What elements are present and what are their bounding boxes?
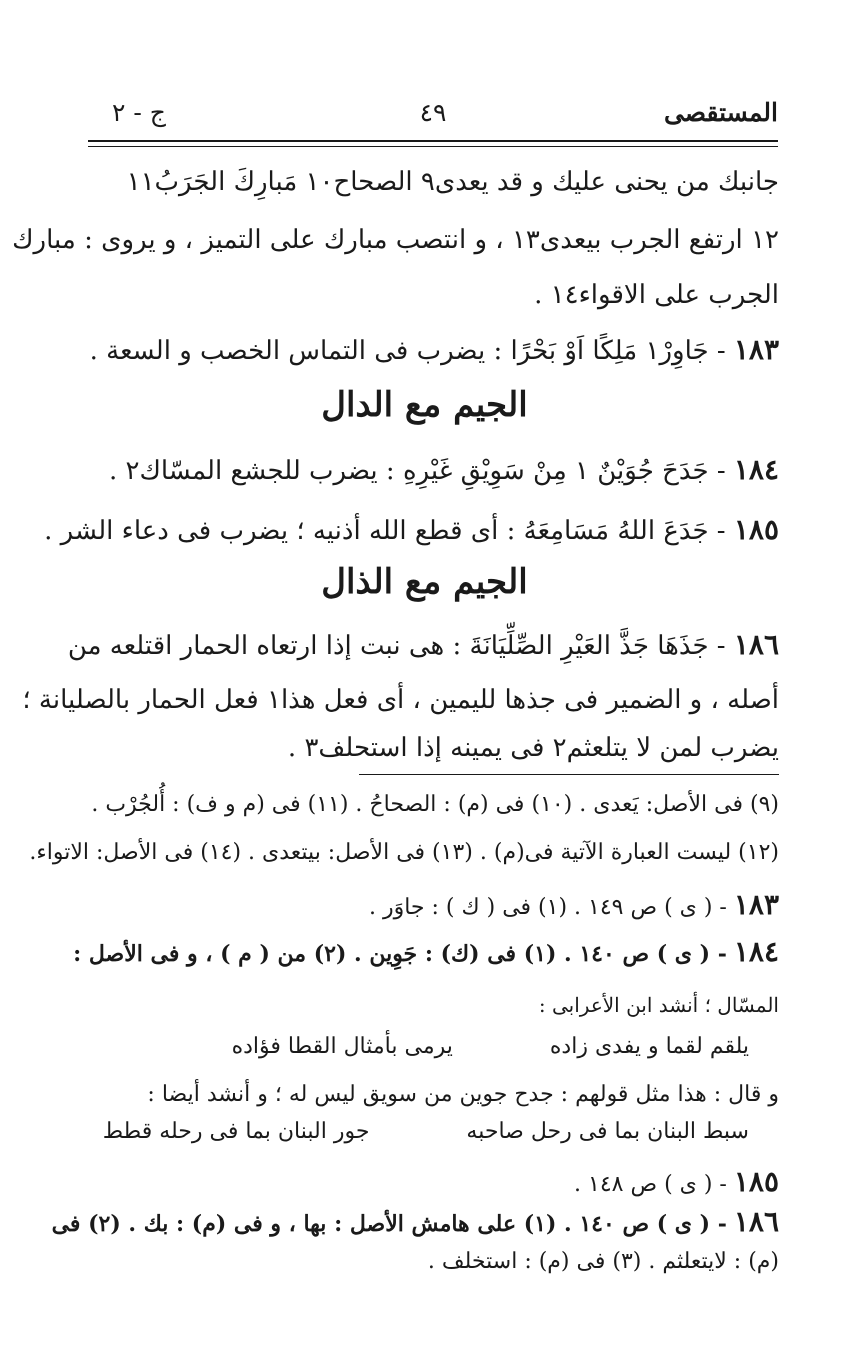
entry-186 [67,625,779,666]
entry-text: - جَاوِرْ١ مَلِكًا اَوْ بَحْرًا : يضرب فى التماس الخصب و السعة . [89,336,726,366]
entry-text: - جَدَحَ جُوَيْنٌ ١ مِنْ سَوِيْقِ غَيْرِهِ : يضرب للجشع المسّاك٢ . [108,456,726,486]
footnote-number: ١٨٤ [733,935,779,968]
volume-label: ج - ٢ [112,98,166,127]
entry-number: ١٨٤ [733,453,779,486]
page-number: ٤٩ [419,98,447,127]
header-rule-top [88,140,778,142]
entry-183 [80,330,779,371]
main-line: أصله ، و الضمير فى جذها لليمين ، أى فعل هذا١ فعل الحمار بالصليانة ؛ [22,685,779,715]
entry-184 [80,450,779,491]
verse-line [80,1115,749,1149]
entry-number: ١٨٥ [733,513,779,546]
verse-hemistich: جور البنان بما فى رحله قطط [102,1119,370,1144]
footnote-entry [80,888,779,925]
verse-line [80,1030,749,1064]
verse-hemistich: سبط البنان بما فى رحل صاحبه [466,1119,749,1144]
footnote-line: المسّال ؛ أنشد ابن الأعرابى : [538,993,779,1017]
section-heading: الجيم مع الدال [321,385,528,425]
footnote-entry [73,935,779,972]
footnote-separator [359,774,779,775]
footnote-number: ١٨٣ [733,888,779,921]
footnote-line: (٩) فى الأصل: يَعدى . (١٠) فى (م) : الصحاحُ . (١١) فى (م و ف) : أُلجُرْب . [91,792,779,817]
footnote-text: - ( ى ) ص ١٤٠ . (١) فى (ك) : جَوِين . (٢) من ( م ) ، و فى الأصل : [73,941,727,967]
footnote-text: - ( ى ) ص ١٤٩ . (١) فى ( ك ) : جاوَر . [368,895,727,920]
footnote-text: - ( ى ) ص ١٤٠ . (١) على هامش الأصل : بها ، و فى (م) : بك . (٢) فى [51,1211,727,1237]
main-line: يضرب لمن لا يتلعثم٢ فى يمينه إذا استحلف٣ . [287,733,779,763]
entry-text: - جَذَهَا جَذَّ العَيْرِ الصِّلِّيَانَةَ : هى نبت إذا ارتعاه الحمار اقتلعه من [67,631,726,661]
main-line: ١٢ ارتفع الجرب بيعدى١٣ ، و انتصب مبارك على التميز ، و يروى : مبارك [12,225,779,255]
book-title: المستقصى [663,98,778,127]
footnote-entry [51,1205,779,1242]
verse-hemistich: يلقم لقما و يفدى زاده [549,1034,749,1059]
section-heading: الجيم مع الذال [321,562,528,602]
footnote-line: و قال : هذا مثل قولهم : جدح جوين من سويق ليس له ؛ و أنشد أيضا : [147,1082,779,1107]
footnote-entry [80,1165,779,1202]
footnote-number: ١٨٥ [733,1165,779,1198]
entry-number: ١٨٦ [733,628,779,661]
footnote-text: - ( ى ) ص ١٤٨ . [574,1172,727,1197]
entry-text: - جَدَعَ اللهُ مَسَامِعَهُ : أى قطع الله أذنيه ؛ يضرب فى دعاء الشر . [44,516,726,546]
entry-number: ١٨٣ [733,333,779,366]
main-line: الجرب على الاقواء١٤ . [534,280,779,310]
header-rule-bottom [88,146,778,147]
footnote-number: ١٨٦ [733,1205,779,1238]
entry-185 [44,510,779,551]
main-line: جانبك من يحنى عليك و قد يعدى٩ الصحاح١٠ مَبارِكَ الجَرَبُ١١ [126,167,779,197]
footnote-line: (م) : لايتعلثم . (٣) فى (م) : استخلف . [427,1249,779,1274]
footnote-line: (١٢) ليست العبارة الآتية فى(م) . (١٣) فى الأصل: بيتعدى . (١٤) فى الأصل: الاتواء. [29,840,779,865]
page-header [88,98,778,138]
verse-hemistich: يرمى بأمثال القطا فؤاده [231,1034,453,1059]
